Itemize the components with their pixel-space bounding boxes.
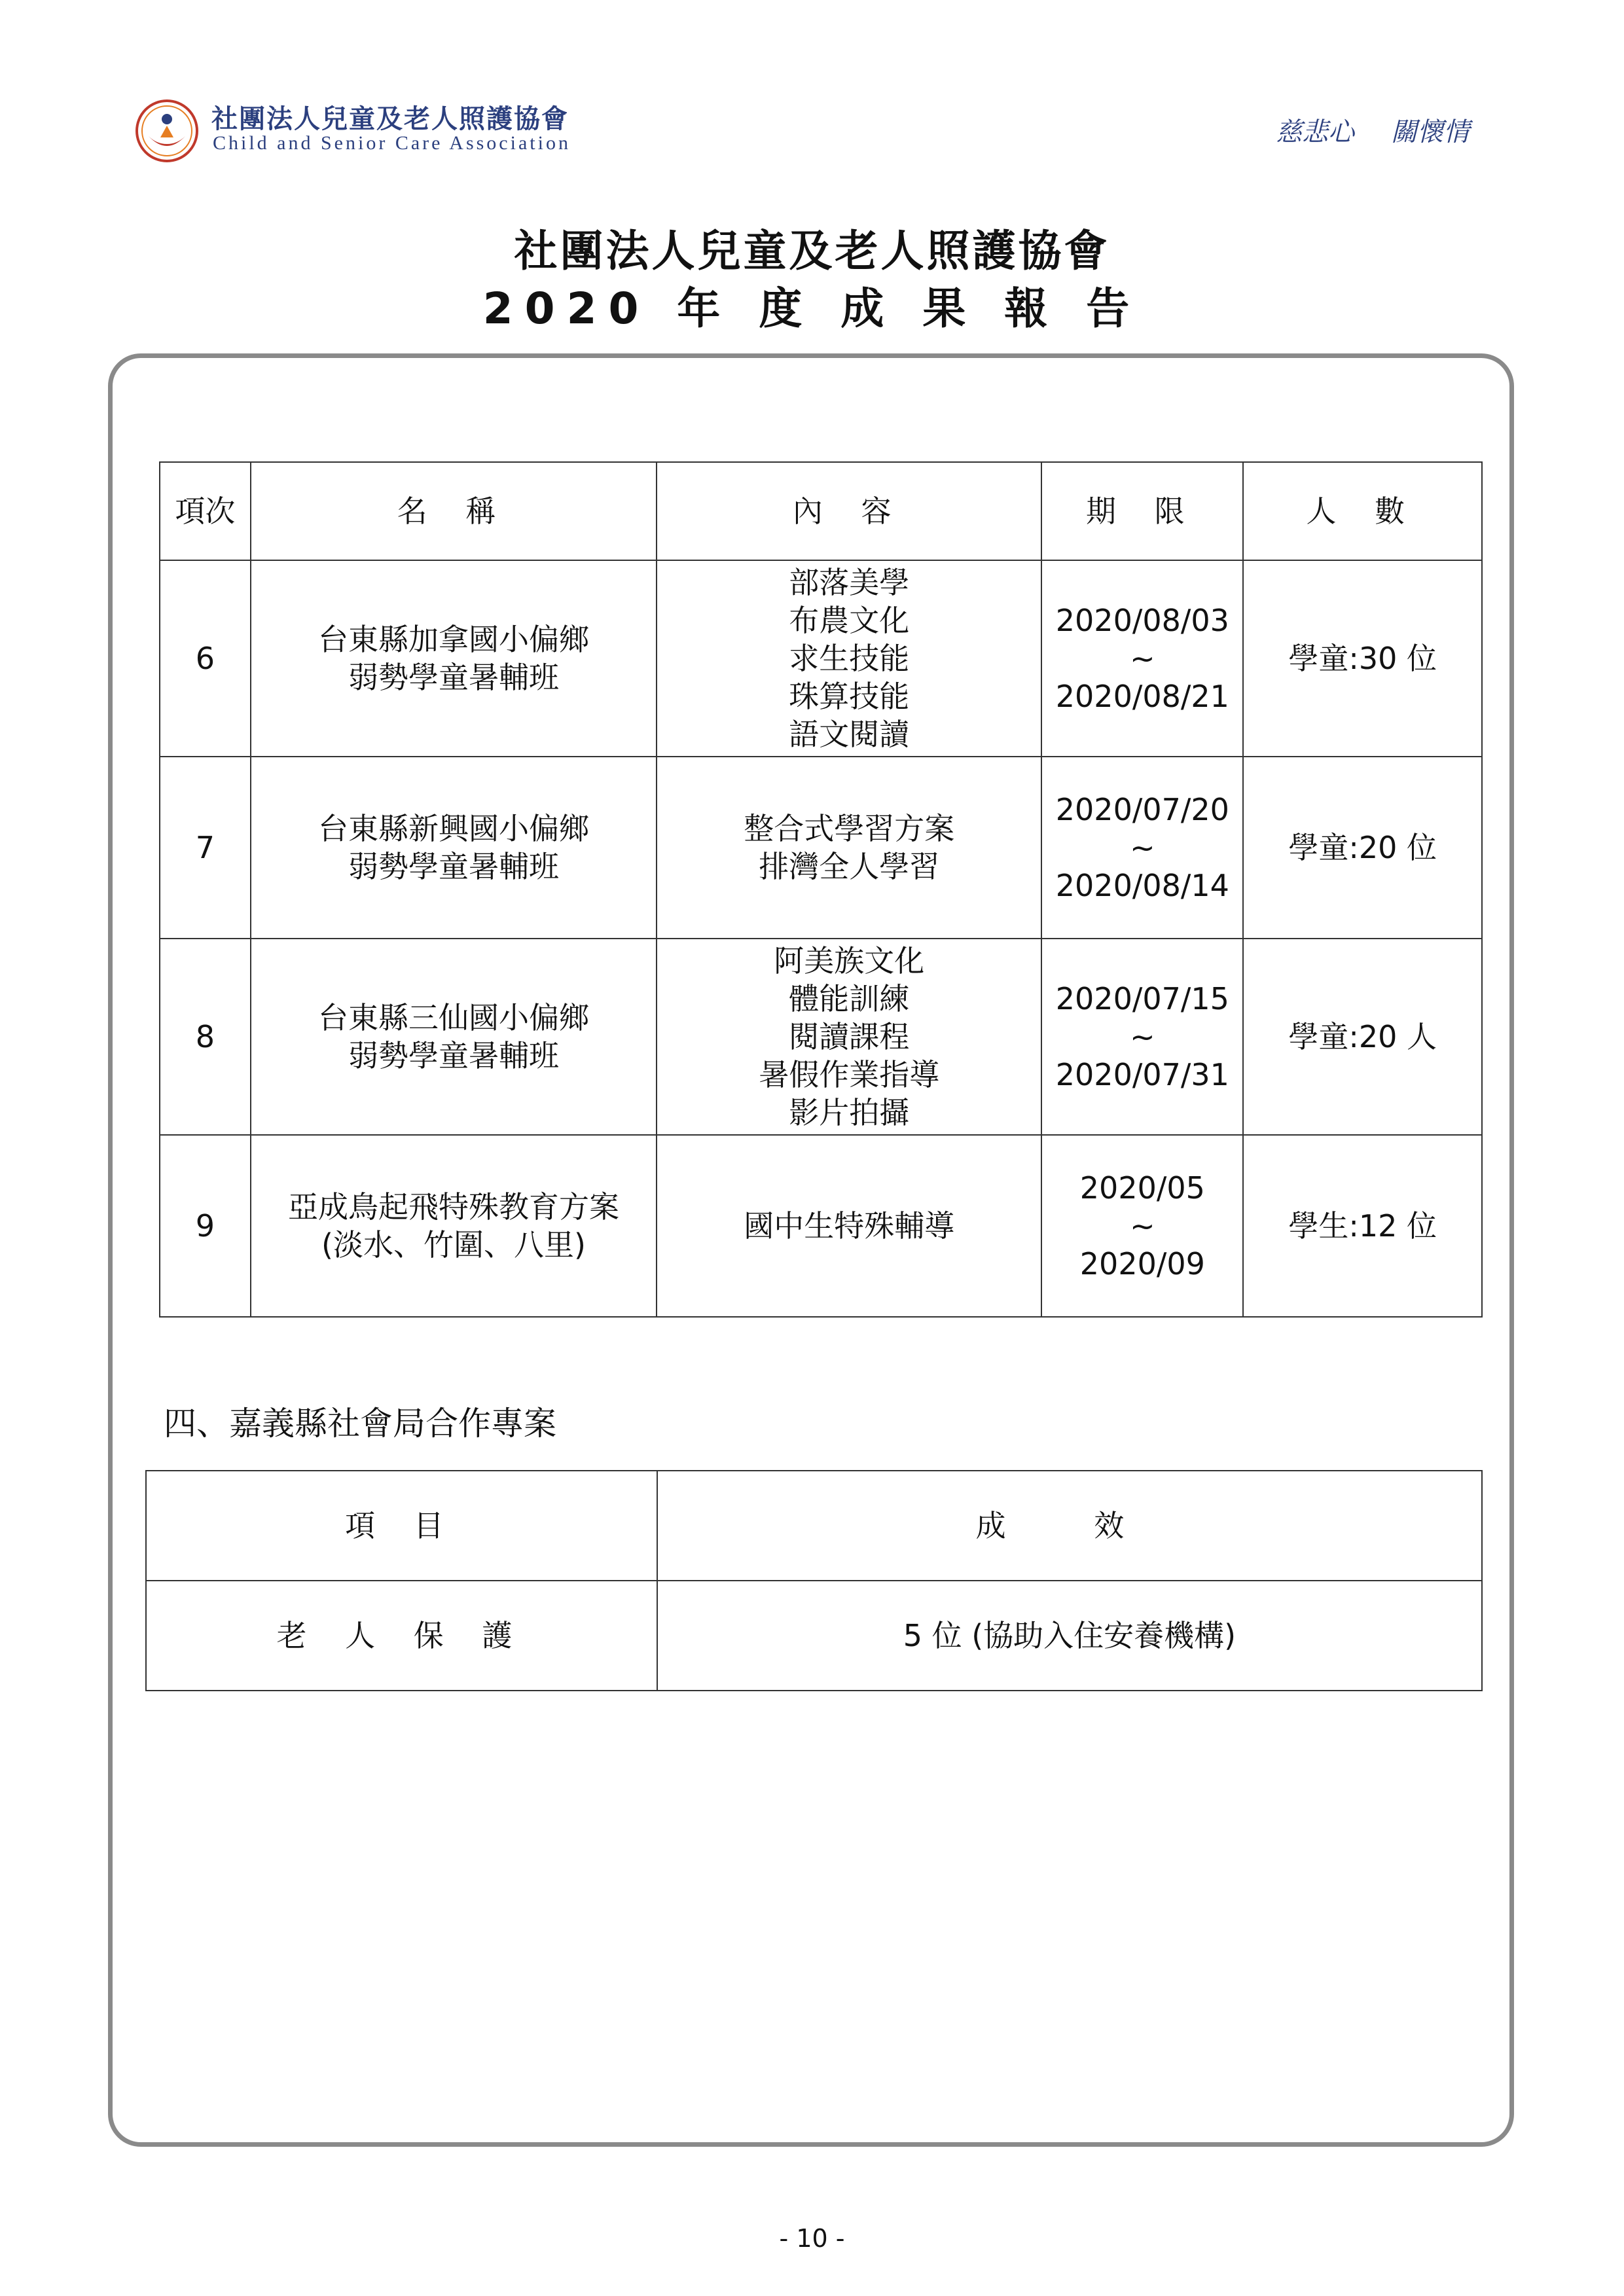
row-period: [1041, 1135, 1243, 1317]
content-line: 整合式學習方案: [744, 811, 955, 846]
table-row: [160, 1135, 1482, 1317]
header-cell-item: 項 目: [146, 1471, 657, 1581]
row-period: [1041, 757, 1243, 939]
table-row: [160, 939, 1482, 1135]
org-name-en: Child and Senior Care Association: [213, 132, 571, 154]
row-name: [251, 560, 657, 757]
report-title-line2: 2020 年 度 成 果 報 告: [482, 283, 1142, 334]
content-line: 部落美學: [789, 565, 910, 600]
header-cell-result: 成 效: [657, 1471, 1482, 1581]
content-line: 語文閱讀: [789, 717, 910, 752]
row-no: 7: [160, 757, 251, 939]
row-count: 學童:30 位: [1243, 560, 1482, 757]
row-no: 8: [160, 939, 251, 1135]
table-row: [160, 560, 1482, 757]
row-content: [657, 757, 1041, 939]
row-item: 老 人 保 護: [146, 1581, 657, 1691]
table-header-row: [146, 1471, 1482, 1581]
content-line: 閱讀課程: [789, 1019, 910, 1054]
period-start: 2020/05: [1079, 1170, 1205, 1206]
period-end: 2020/08/21: [1055, 679, 1229, 714]
row-period: [1041, 939, 1243, 1135]
report-title-line1: 社團法人兒童及老人照護協會: [514, 226, 1110, 276]
content-line: 求生技能: [789, 641, 910, 676]
content-line: 排灣全人學習: [759, 849, 940, 884]
row-period: [1041, 560, 1243, 757]
row-content: [657, 1135, 1041, 1317]
name-line: 亞成鳥起飛特殊教育方案: [287, 1189, 619, 1225]
content-line: 影片拍攝: [789, 1095, 910, 1130]
name-line: 台東縣三仙國小偏鄉: [317, 1000, 589, 1035]
table-row: [146, 1581, 1482, 1691]
row-no: 9: [160, 1135, 251, 1317]
program-table: [159, 461, 1483, 1318]
name-line: 弱勢學童暑輔班: [348, 660, 559, 695]
name-line: (淡水、竹圍、八里): [321, 1227, 586, 1263]
name-line: 台東縣新興國小偏鄉: [317, 811, 589, 846]
row-result: 5 位 (協助入住安養機構): [657, 1581, 1482, 1691]
content-line: 布農文化: [789, 603, 910, 638]
name-line: 台東縣加拿國小偏鄉: [317, 622, 589, 657]
row-count: 學童:20 人: [1243, 939, 1482, 1135]
row-count: 學生:12 位: [1243, 1135, 1482, 1317]
header-cell-no: 項次: [160, 462, 251, 560]
table-header-row: [160, 462, 1482, 560]
name-line: 弱勢學童暑輔班: [348, 1038, 559, 1073]
row-content: [657, 560, 1041, 757]
row-count: 學童:20 位: [1243, 757, 1482, 939]
period-end: 2020/08/14: [1055, 868, 1229, 903]
content-line: 阿美族文化: [774, 943, 925, 978]
period-sep: ~: [1130, 1208, 1155, 1244]
row-name: [251, 939, 657, 1135]
table-row: [160, 757, 1482, 939]
header-cell-count: 人 數: [1243, 462, 1482, 560]
period-sep: ~: [1130, 641, 1155, 676]
row-no: 6: [160, 560, 251, 757]
content-line: 體能訓練: [789, 981, 910, 1016]
period-sep: ~: [1130, 1019, 1155, 1054]
row-content: [657, 939, 1041, 1135]
slogan-part-1: 慈悲心: [1276, 117, 1354, 147]
slogan-part-2: 關懷情: [1391, 117, 1470, 147]
period-sep: ~: [1130, 830, 1155, 865]
page-number: - 10 -: [779, 2224, 845, 2253]
period-start: 2020/08/03: [1055, 603, 1229, 638]
row-name: [251, 757, 657, 939]
association-logo-icon: [134, 98, 200, 164]
page-header: [134, 92, 1489, 170]
content-line: 珠算技能: [789, 679, 910, 714]
content-line: 暑假作業指導: [759, 1057, 940, 1092]
content-line: 國中生特殊輔導: [744, 1208, 955, 1244]
slogan: [1276, 111, 1470, 149]
period-end: 2020/07/31: [1055, 1057, 1229, 1092]
period-start: 2020/07/20: [1055, 792, 1229, 827]
period-end: 2020/09: [1079, 1246, 1205, 1282]
header-cell-period: 期 限: [1041, 462, 1243, 560]
period-start: 2020/07/15: [1055, 981, 1229, 1016]
org-name-cn: 社團法人兒童及老人照護協會: [211, 103, 569, 134]
row-name: [251, 1135, 657, 1317]
name-line: 弱勢學童暑輔班: [348, 849, 559, 884]
header-cell-name: 名 稱: [251, 462, 657, 560]
section-title: 四、嘉義縣社會局合作專案: [164, 1405, 556, 1443]
header-cell-content: 內 容: [657, 462, 1041, 560]
cooperation-table: [145, 1470, 1483, 1691]
